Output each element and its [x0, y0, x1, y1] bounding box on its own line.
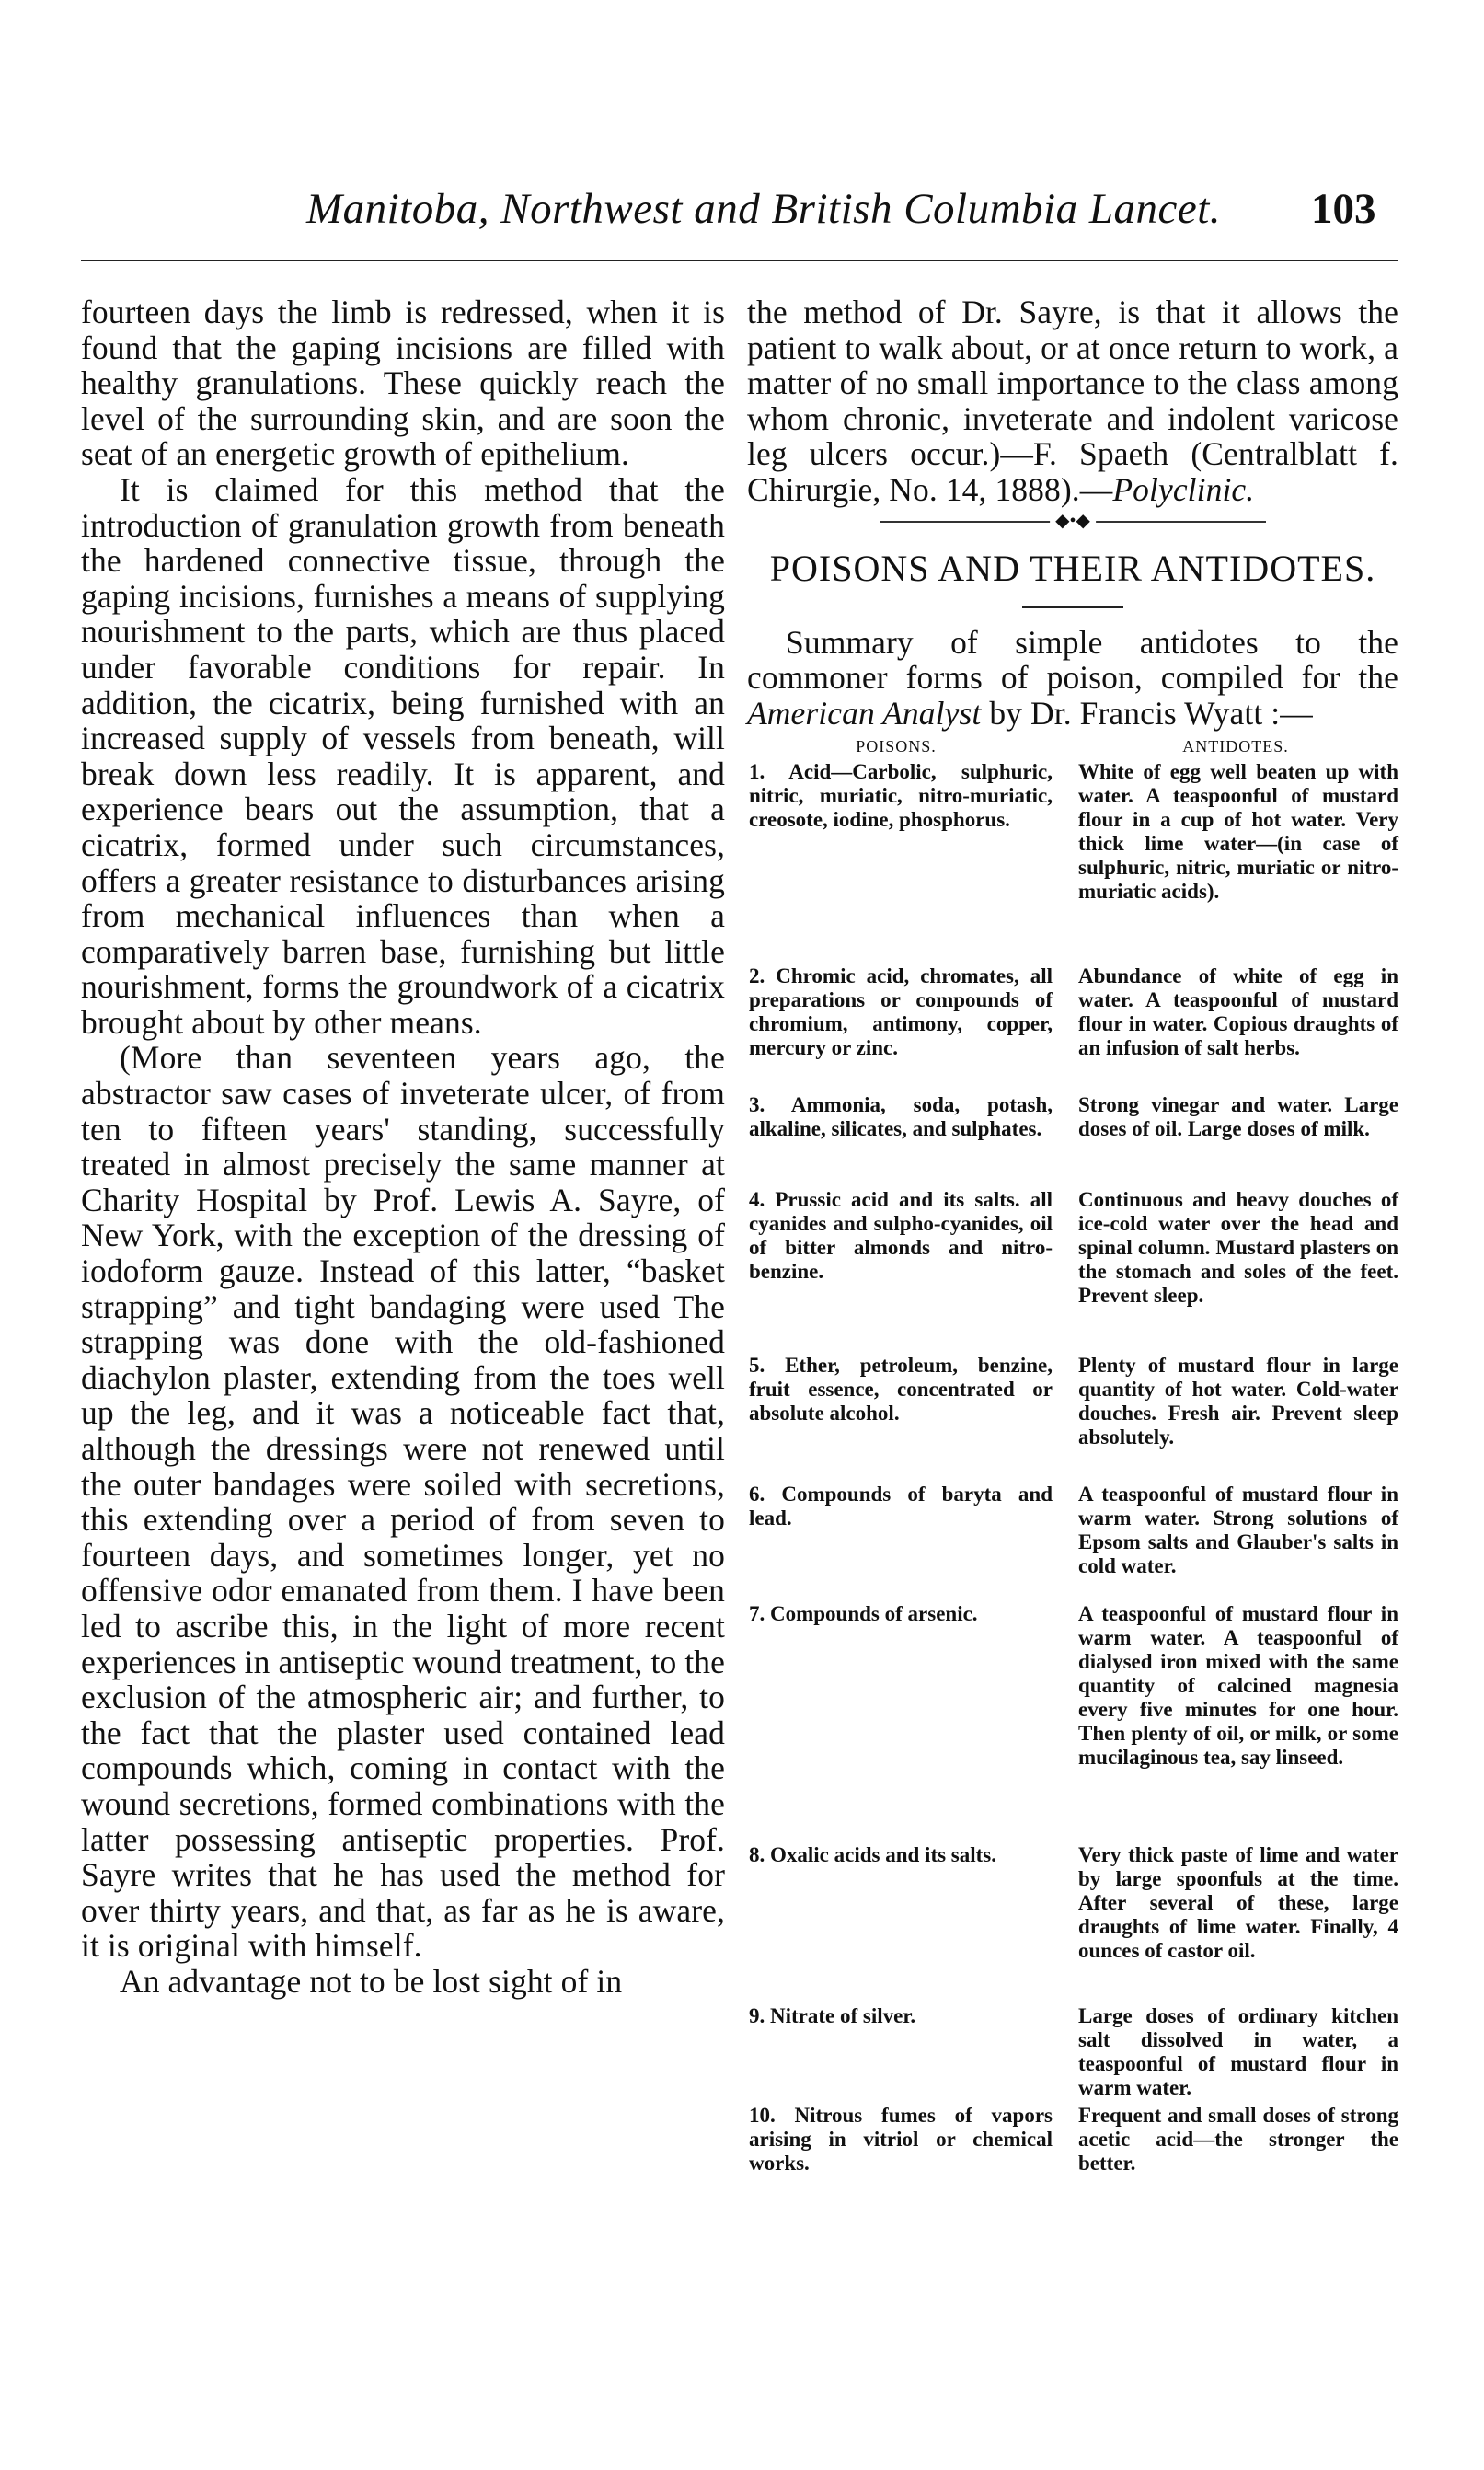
table-row	[747, 2104, 1398, 2176]
poison-cell: 10. Nitrous fumes of vapors arising in vitriol or chemical works.	[749, 2104, 1053, 2176]
antidote-cell: Very thick paste of lime and water by large spoonfuls at the time. After several of these, large draughts of lime water. Finally, 4 ounces of castor oil.	[1078, 1843, 1398, 1963]
left-paragraph-4: An advantage not to be lost sight of in	[120, 1962, 623, 2000]
left-paragraph-2: It is claimed for this method that the introduction of granulation growth from beneath the hardened connective tissue, through the gaping incisions, furnishes a means of supplying nourishment to the parts, which are thus placed under favorable conditions for repair. In addition, the cicatrix, being furnished with an increased supply of vessels from beneath, will break down less readily. It is apparent, and experience bears out the assumption, that a cicatrix, formed under such circumstances, offers a greater resistance to disturbances arising from mechanical influences than when a comparatively barren base, furnishing but little nourishment, forms the groundwork of a cicatrix brought about by other means.	[81, 470, 725, 1041]
antidote-cell: Large doses of ordinary kitchen salt dissolved in water, a teaspoonful of mustard flour in warm water.	[1078, 2004, 1398, 2100]
ornament-icon: ◆•◆	[1050, 510, 1096, 532]
left-paragraph-3: (More than seventeen years ago, the abstractor saw cases of inveterate ulcer, of from ten to fifteen years' standing, successfully treated in almost precisely the same manner at Charity Hospital by Prof. Lewis A. Sayre, of New York, with the exception of the dressing of iodoform gauze. Instead of this latter, “basket strapping” and tight bandaging were used The strapping was done with the old-fashioned diachylon plaster, extending from the toes well up the leg, and it was a noticeable fact that, although the dressings were not renewed until the outer bandages were soiled with secretions, this extending over a period of from seven to fourteen days, and sometimes longer, yet no offensive odor emanated from them. I have been led to ascribe this, in the light of more recent experiences in antiseptic wound treatment, to the exclusion of the atmospheric air; and further, to the fact that the plaster used contained lead compounds which, coming in contact with the wound secretions, formed combinations with the latter possessing antiseptic properties. Prof. Sayre writes that he has used the method for over thirty years, and that, as far as he is aware, it is original with himself.	[81, 1039, 725, 1965]
intro-paragraph	[747, 625, 1398, 732]
poison-cell: 8. Oxalic acids and its salts.	[749, 1843, 997, 1867]
table-row	[747, 1188, 1398, 1354]
antidote-cell: White of egg well beaten up with water. A teaspoonful of mustard flour in a cup of hot water. Very thick lime water—(in case of sulphuric, nitric, muriatic or nitro-muriatic acids).	[1078, 760, 1398, 904]
antidote-cell: Frequent and small doses of strong acetic acid—the stronger the better.	[1078, 2104, 1398, 2176]
intro-italic: American Analyst	[747, 694, 982, 732]
poison-cell: 6. Compounds of baryta and lead.	[749, 1483, 1053, 1530]
antidote-table	[747, 734, 1398, 2176]
intro-suffix: by Dr. Francis Wyatt :—	[981, 694, 1313, 732]
poison-cell: 5. Ether, petroleum, benzine, fruit essence, concentrated or absolute alcohol.	[749, 1354, 1053, 1425]
section-title: POISONS AND THEIR ANTIDOTES.	[769, 547, 1376, 589]
antidote-cell: Abundance of white of egg in water. A teaspoonful of mustard flour in water. Copious draughts of an infusion of salt herbs.	[1078, 964, 1398, 1060]
table-row	[747, 1093, 1398, 1188]
antidote-cell: Strong vinegar and water. Large doses of oil. Large doses of milk.	[1078, 1093, 1398, 1141]
antidote-cell: A teaspoonful of mustard flour in warm water. Strong solutions of Epsom salts and Glauber's salts in cold water.	[1078, 1483, 1398, 1578]
running-header-title: Manitoba, Northwest and British Columbia Lancet.	[305, 185, 1222, 233]
section-rule	[1022, 606, 1123, 608]
page-number: 103	[1311, 185, 1376, 233]
poison-cell: 7. Compounds of arsenic.	[749, 1602, 978, 1626]
antidote-cell: Plenty of mustard flour in large quantity of hot water. Cold-water douches. Fresh air. Prevent sleep absolutely.	[1078, 1354, 1398, 1449]
table-row	[747, 1843, 1398, 2004]
table-row	[747, 1354, 1398, 1483]
continuation-paragraph	[747, 294, 1398, 508]
antidotes-header: ANTIDOTES.	[1182, 737, 1289, 756]
table-row	[747, 2004, 1398, 2104]
right-column	[747, 294, 1398, 2176]
poison-cell: 4. Prussic acid and its salts. all cyanides and sulpho-cyanides, oil of bitter almonds and nitro-benzine.	[749, 1188, 1053, 1284]
table-header-row	[747, 734, 1398, 758]
header-rule	[81, 260, 1398, 261]
poison-cell: 3. Ammonia, soda, potash, alkaline, silicates, and sulphates.	[749, 1093, 1053, 1141]
table-row	[747, 1602, 1398, 1843]
continuation-text: the method of Dr. Sayre, is that it allows the patient to walk about, or at once return to work, a matter of no small importance to the class among whom chronic, inveterate and indolent varicose leg ulcers occur.)—F. Spaeth (Centralblatt f. Chirurgie, No. 14, 1888).—	[747, 294, 1398, 508]
intro-prefix: Summary of simple antidotes to the commoner forms of poison, compiled for the	[747, 623, 1398, 697]
antidote-cell: Continuous and heavy douches of ice-cold water over the head and spinal column. Mustard plasters on the stomach and soles of the feet. Prevent sleep.	[1078, 1188, 1398, 1308]
left-paragraph-1: fourteen days the limb is redressed, when it is found that the gaping incisions are filled with healthy granulations. These quickly reach the level of the surrounding skin, and are soon the seat of an energetic growth of epithelium.	[81, 294, 725, 473]
table-row	[747, 1483, 1398, 1602]
poison-cell: 1. Acid—Carbolic, sulphuric, nitric, muriatic, nitro-muriatic, creosote, iodine, phosphorus.	[749, 760, 1053, 832]
poisons-header: POISONS.	[856, 737, 937, 756]
table-row	[747, 964, 1398, 1093]
poison-cell: 9. Nitrate of silver.	[749, 2004, 916, 2028]
antidote-cell: A teaspoonful of mustard flour in warm water. A teaspoonful of dialysed iron mixed with the same quantity of calcined magnesia every five minutes for one hour. Then plenty of oil, or milk, or some mucilaginous tea, say linseed.	[1078, 1602, 1398, 1770]
table-row	[747, 760, 1398, 964]
poison-cell: 2. Chromic acid, chromates, all preparations or compounds of chromium, antimony, copper, mercury or zinc.	[749, 964, 1053, 1060]
ornament-divider	[880, 510, 1266, 531]
left-column	[81, 294, 725, 2000]
citation-italic: Polyclinic.	[1112, 470, 1255, 508]
